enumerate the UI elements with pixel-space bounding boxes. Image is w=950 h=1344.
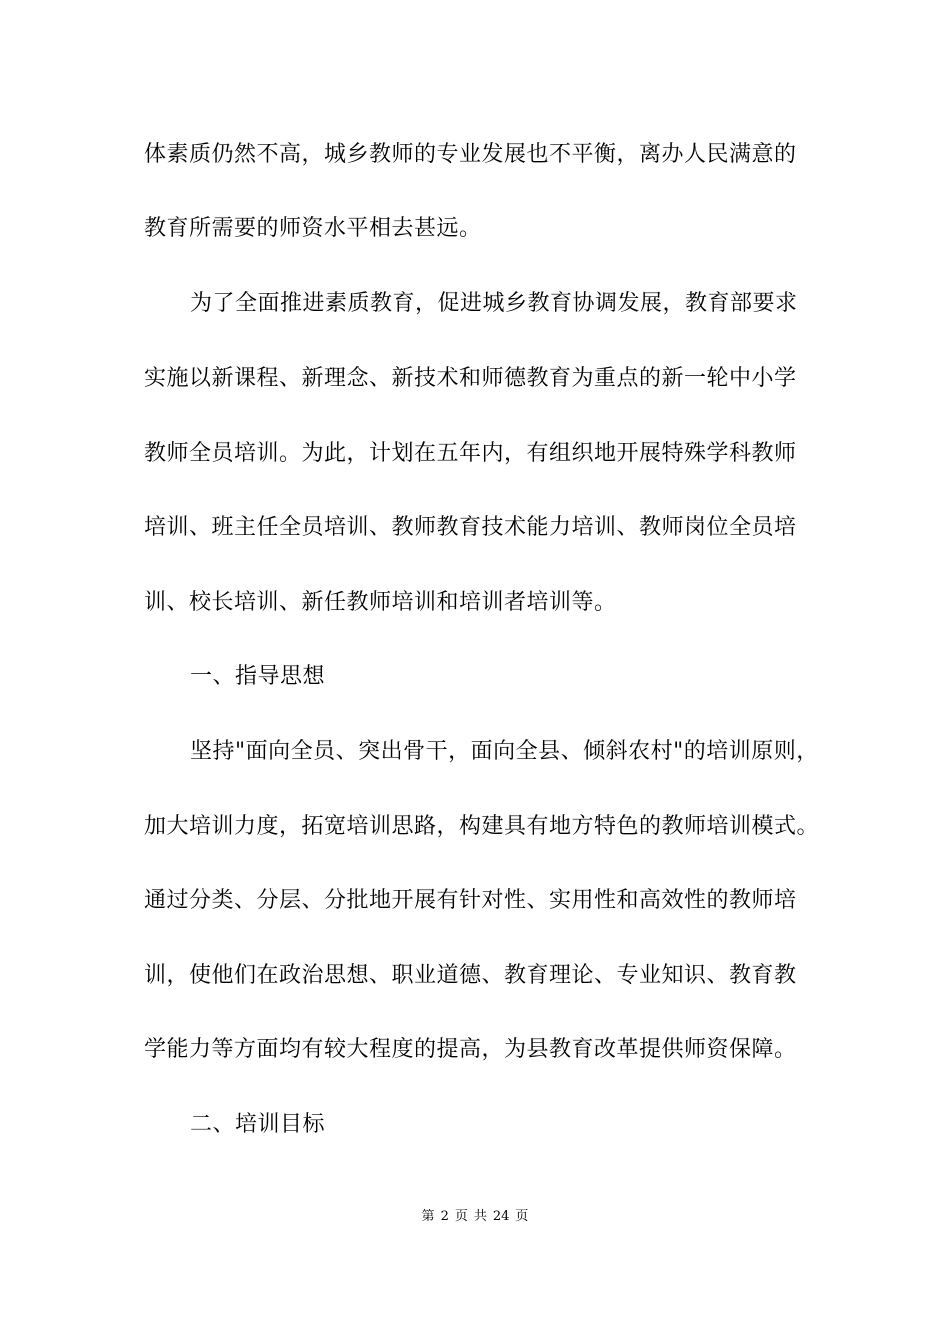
paragraph-line: 学能力等方面均有较大程度的提高，为县教育改革提供师资保障。 <box>144 1037 797 1062</box>
paragraph-line: 通过分类、分层、分批地开展有针对性、实用性和高效性的教师培 <box>144 888 797 913</box>
paragraph-line: 训，使他们在政治思想、职业道德、教育理论、专业知识、教育教 <box>144 963 797 988</box>
section-heading: 二、培训目标 <box>190 1112 326 1137</box>
paragraph-line: 训、校长培训、新任教师培训和培训者培训等。 <box>144 590 617 615</box>
paragraph-line: 培训、班主任全员培训、教师教育技术能力培训、教师岗位全员培 <box>144 515 797 540</box>
paragraph-line: 坚持"面向全员、突出骨干，面向全县、倾斜农村"的培训原则， <box>190 739 819 764</box>
paragraph-line: 体素质仍然不高，城乡教师的专业发展也不平衡，离办人民满意的 <box>144 142 797 167</box>
section-heading: 一、指导思想 <box>190 664 326 689</box>
footer-suffix: 页 <box>515 1209 529 1224</box>
paragraph-line: 实施以新课程、新理念、新技术和师德教育为重点的新一轮中小学 <box>144 366 797 391</box>
footer-prefix: 第 <box>421 1209 435 1224</box>
paragraph-line: 加大培训力度，拓宽培训思路，构建具有地方特色的教师培训模式。 <box>144 814 820 839</box>
paragraph-line: 为了全面推进素质教育，促进城乡教育协调发展，教育部要求 <box>190 291 798 316</box>
paragraph-line: 教育所需要的师资水平相去甚远。 <box>144 216 482 241</box>
total-pages-number: 24 <box>492 1209 510 1224</box>
current-page-number: 2 <box>440 1209 449 1224</box>
page-number-footer <box>0 1208 950 1226</box>
paragraph-line: 教师全员培训。为此，计划在五年内，有组织地开展特殊学科教师 <box>144 441 797 466</box>
footer-total-word: 共 <box>473 1209 487 1224</box>
footer-page-word: 页 <box>454 1209 468 1224</box>
